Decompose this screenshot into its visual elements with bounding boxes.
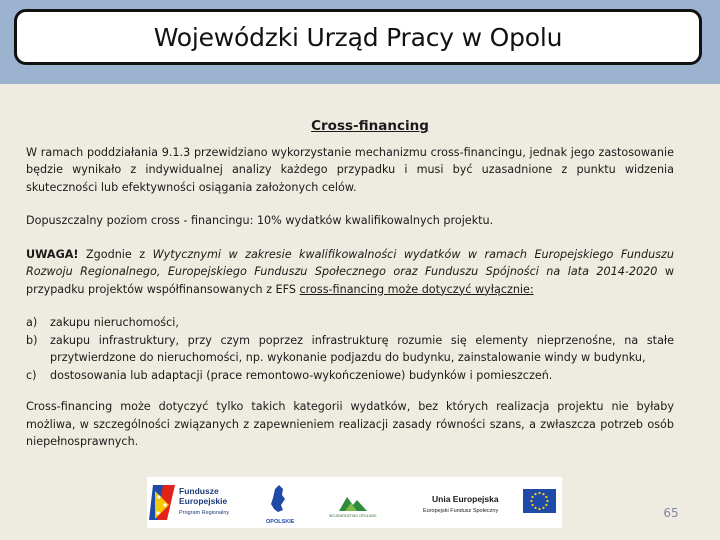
- guidelines-title: Wytycznymi w zakresie kwalifikowalności wydatków w ramach Europejskiego Funduszu Rozwoju Regionalnego, Europejskiego Funduszu Społecznego oraz Funduszu Spójności na lata 2014-2020: [26, 247, 674, 278]
- warning-text-a: Zgodnie z: [78, 247, 153, 261]
- list-item-text: zakupu infrastruktury, przy czym poprzez infrastrukturę rozumie się elementy nieprzenośne, na stałe przytwierdzone do nieruchomości, np. wykonanie podjazdu do budynku, zainstalowanie windy w budynku,: [50, 333, 674, 364]
- wojewodztwo-opolskie-logo: [329, 497, 377, 518]
- page-number: 65: [663, 506, 679, 520]
- paragraph-intro: W ramach poddziałania 9.1.3 przewidziano wykorzystanie mechanizmu cross-financingu, jednak jego zastosowanie będzie wynikało z indywidualnej analizy każdego przypadku i musi być uzasadnione z punktu widzenia skuteczności lub efektywności osiągania założonych celów.: [26, 145, 674, 194]
- list-item-text: dostosowania lub adaptacji (prace remontowo-wykończeniowe) budynków i pomieszczeń.: [50, 368, 553, 382]
- funding-logos: [147, 477, 562, 528]
- eligibility-list: [26, 314, 674, 384]
- paragraph-limit: Dopuszczalny poziom cross - financingu: 10% wydatków kwalifikowalnych projektu.: [26, 214, 494, 227]
- warning-underlined: cross-financing może dotyczyć wyłącznie:: [299, 282, 534, 296]
- funding-logos-strip: [147, 477, 562, 528]
- list-item: [26, 367, 674, 385]
- slide-content: [26, 118, 674, 467]
- ue-line2: Europejski Fundusz Społeczny: [423, 508, 499, 514]
- list-marker: c): [26, 368, 37, 382]
- list-item-text: zakupu nieruchomości,: [50, 316, 179, 329]
- paragraph-conclusion: Cross-financing może dotyczyć tylko takich kategorii wydatków, bez których realizacja projektu nie byłaby możliwa, w szczególności związanych z zapewnieniem realizacji zasady równości szans, a zwłaszcza potrzeb osób niepełnosprawnych.: [26, 400, 674, 448]
- fundusze-europejskie-logo: [149, 485, 229, 520]
- fe-line2: Europejskie: [179, 496, 228, 506]
- list-item: [26, 314, 674, 332]
- paragraph-warning: [26, 246, 674, 299]
- unia-europejska-logo: [423, 489, 556, 514]
- opolskie-label: OPOLSKIE: [266, 519, 295, 525]
- page-title: Wojewódzki Urząd Pracy w Opolu: [153, 22, 563, 52]
- list-marker: b): [26, 333, 38, 347]
- title-box: [14, 9, 702, 65]
- woj-label: WOJEWÓDZTWO OPOLSKIE: [329, 514, 377, 518]
- ue-line1: Unia Europejska: [432, 494, 499, 504]
- opolskie-logo: [266, 485, 295, 525]
- section-title: Cross-financing: [311, 118, 429, 134]
- warning-label: UWAGA!: [26, 247, 79, 261]
- warning-text-b: w przypadku projektów współfinansowanych z EFS: [26, 265, 674, 296]
- list-marker: a): [26, 316, 38, 329]
- list-item: [26, 332, 674, 367]
- fe-line1: Fundusze: [179, 486, 219, 496]
- fe-line3: Program Regionalny: [179, 510, 230, 516]
